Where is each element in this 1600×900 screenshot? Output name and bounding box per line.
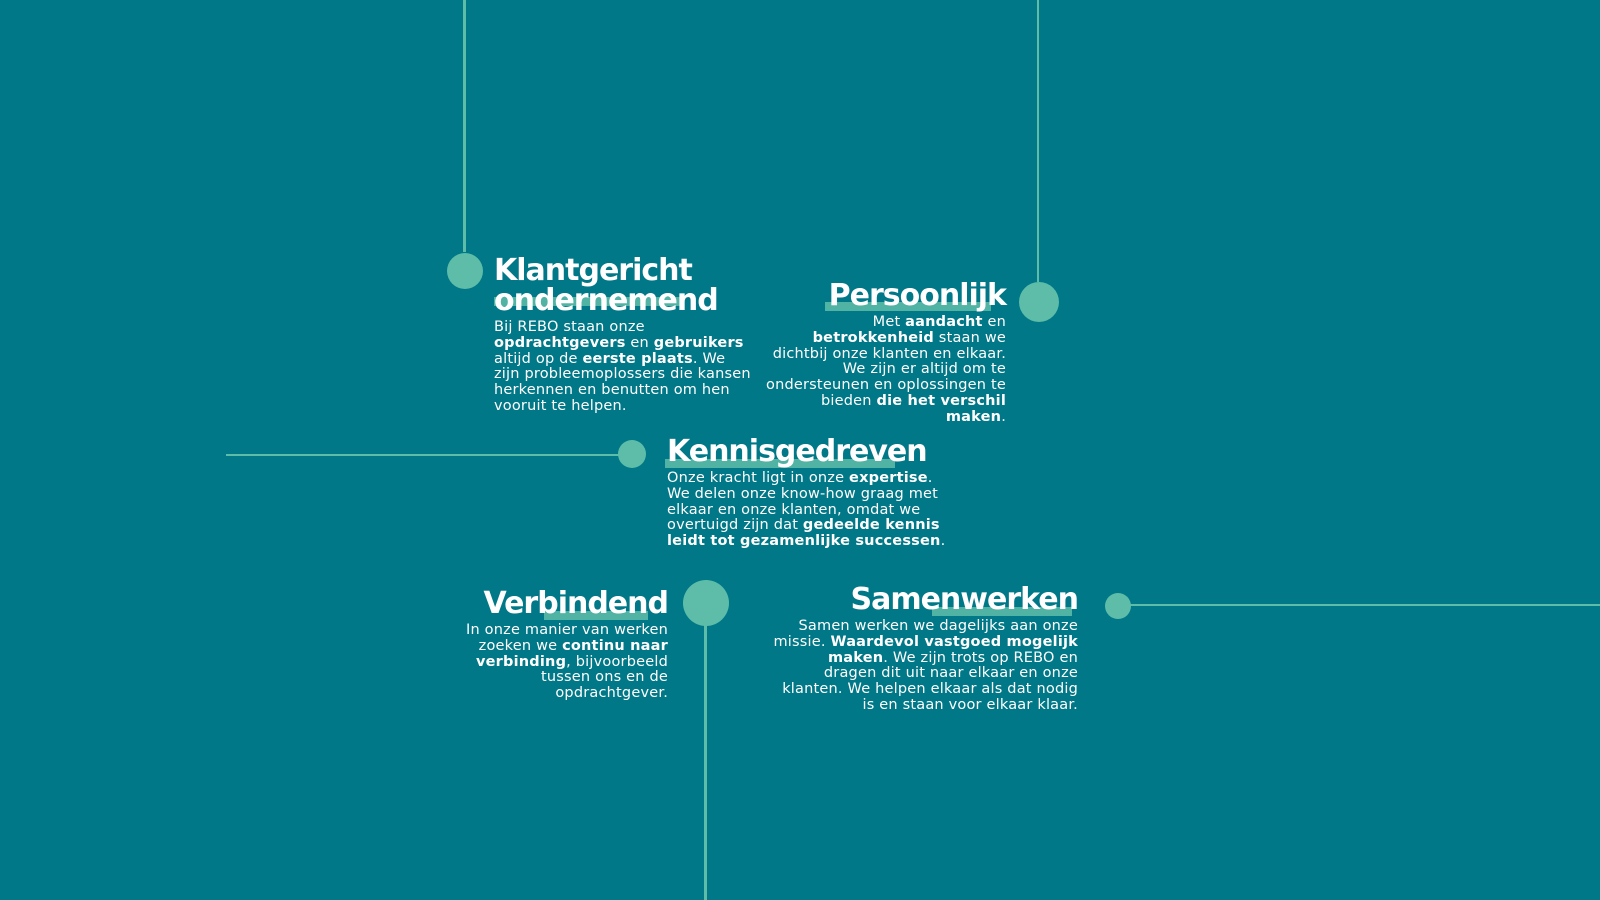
- value-title-line: ondernemend: [494, 283, 718, 318]
- connector-line-top-left: [463, 0, 466, 252]
- value-description: In onze manier van werken zoeken we continu naar verbinding, bijvoorbeeld tussen ons en de opdrachtgever.: [466, 622, 668, 702]
- value-description: Samen werken we dagelijks aan onze missie. Waardevol vastgoed mogelijk maken. We zijn trots op REBO en dragen dit uit naar elkaar en onze klanten. We helpen elkaar als dat nodig is en staan voor elkaar klaar.: [773, 618, 1078, 713]
- value-title: Persoonlijk: [829, 281, 1006, 311]
- value-title: Kennisgedreven: [667, 434, 927, 469]
- value-title: Verbindend: [483, 586, 668, 621]
- dot-persoonlijk: [1019, 282, 1059, 322]
- value-description: Bij REBO staan onze opdrachtgevers en gebruikers altijd op de eerste plaats. We zijn probleemoplossers die kansen herkennen en benutten om hen vooruit te helpen.: [494, 319, 751, 414]
- value-description: Met aandacht en betrokkenheid staan we dichtbij onze klanten en elkaar. We zijn er altijd om te ondersteunen en oplossingen te bieden die het verschil maken.: [766, 314, 1006, 425]
- value-title: Samenwerken: [850, 582, 1078, 617]
- value-samenwerken: [770, 582, 1078, 714]
- value-title-line: Klantgericht: [494, 253, 692, 288]
- dot-samenwerken: [1105, 593, 1131, 619]
- value-title: [494, 253, 718, 318]
- connector-line-left: [226, 454, 626, 456]
- value-verbindend: [444, 586, 668, 702]
- value-description: Onze kracht ligt in onze expertise. We delen onze know-how graag met elkaar en onze klanten, omdat we overtuigd zijn dat gedeelde kennis leidt tot gezamenlijke successen.: [667, 470, 946, 550]
- dot-klantgericht: [447, 253, 483, 289]
- connector-line-right: [1125, 604, 1600, 606]
- dot-kennisgedreven: [618, 440, 646, 468]
- connector-line-bottom: [704, 615, 707, 900]
- value-persoonlijk: [758, 278, 1006, 426]
- dot-verbindend: [683, 580, 729, 626]
- value-klantgericht: [494, 253, 754, 415]
- connector-line-top-right: [1037, 0, 1039, 282]
- value-kennisgedreven: [667, 434, 957, 550]
